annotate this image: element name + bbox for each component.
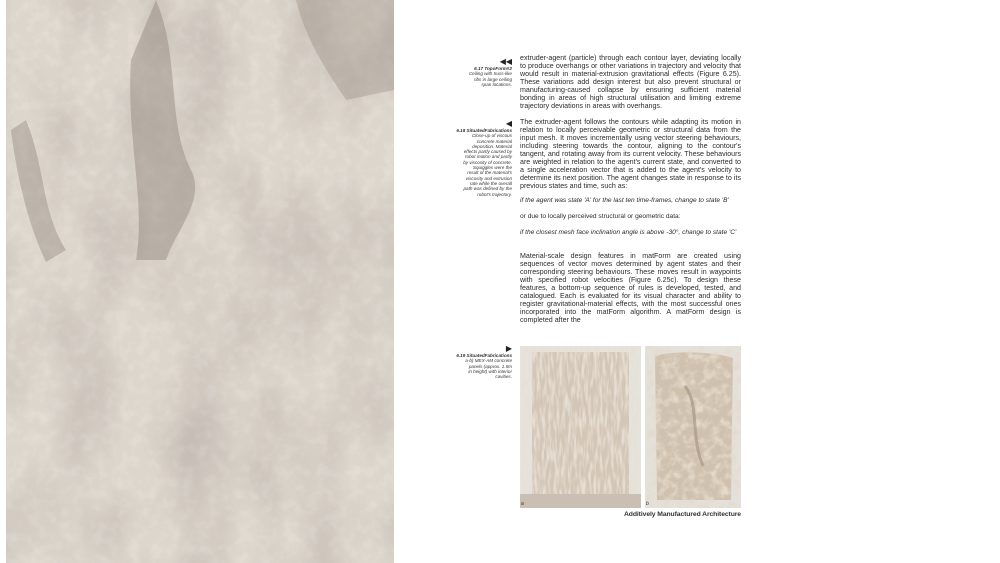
concrete-panel-a-image [520,346,641,508]
concrete-closeup-photo [6,0,394,563]
figure-label-a: a [521,501,524,507]
arrow-left-icon: ◀ [505,119,512,128]
double-arrow-left-icon: ◀◀ [499,57,512,66]
rule-example-1: if the agent was state 'A' for the last ten time-frames, change to state 'B' [520,197,729,204]
caption-fig-6-17 [432,57,512,87]
body-paragraph-3: Material-scale design features in matForm are created using sequences of vector moves determined by agent states and their corresponding steering behaviours. These moves result in waypoints with specified robot velocities (Figure 6.25c). To design these features, a bottom-up sequence of rules is developed, tested, and catalogued. Each is evaluated for its visual character and ability to register gravitational-material effects, with the most successful ones incorporated into the matForm algorithm. A matForm design is completed after the [520,252,741,325]
caption-fig-6-19 [432,344,512,379]
caption-title: 6.17 TopoForm#2 [474,66,512,71]
caption-text: Close-up of viscous concrete material deposition. Material effects partly caused by robot motion and partly by viscosity of concrete. Squiggles were the result of the material's viscosity and extrusion rate while the overall path was defined by the robot's trajectory. [463,133,512,197]
caption-text: Ceiling with truss-like ribs in large ceiling span locations. [468,71,512,87]
body-paragraph-1: extruder-agent (particle) through each contour layer, deviating locally to produce overhangs or other variations in trajectory and velocity that would result in material-extrusion gravitational effects (Figure 6.25). These variations add design interest but also prevent structural or manufacturing-caused collapse by ensuring sufficient material bonding in areas of high structural utilisation and limiting extreme trajectory deviations in areas with overhangs. [520,54,741,111]
rule-example-2: if the closest mesh face inclination angle is above -30°, change to state 'C' [520,229,737,236]
caption-title: 6.19 SituatedFabrications [456,353,512,358]
arrow-right-icon: ▶ [505,344,512,353]
caption-title: 6.18 SituatedFabrications [456,128,512,133]
concrete-panel-b-image [645,346,741,508]
figure-panel-b [645,346,741,508]
figure-panel-a [520,346,641,508]
caption-fig-6-18 [432,119,512,197]
figure-label-b: b [646,501,649,507]
concrete-texture-image [6,0,394,563]
rule-intro: or due to locally perceived structural or geometric data: [520,213,681,220]
caption-text: a-b) MEX-AM concrete panels (approx. 1.5m in height) with interior cavities. [465,358,512,380]
running-footer: Additively Manufactured Architecture [623,511,741,518]
body-paragraph-2: The extruder-agent follows the contours while adapting its motion in relation to locally perceivable geometric or structural data from the input mesh. It moves incrementally using vector steering behaviours, including steering towards the contour, aligning to the contour's tangent, and rotating away from its current velocity. These behaviours are weighted in relation to the agent's current state, and converted to a single acceleration vector that is added to the agent's velocity to determine its next position. The agent changes state in response to its previous states and time, such as: [520,118,741,191]
